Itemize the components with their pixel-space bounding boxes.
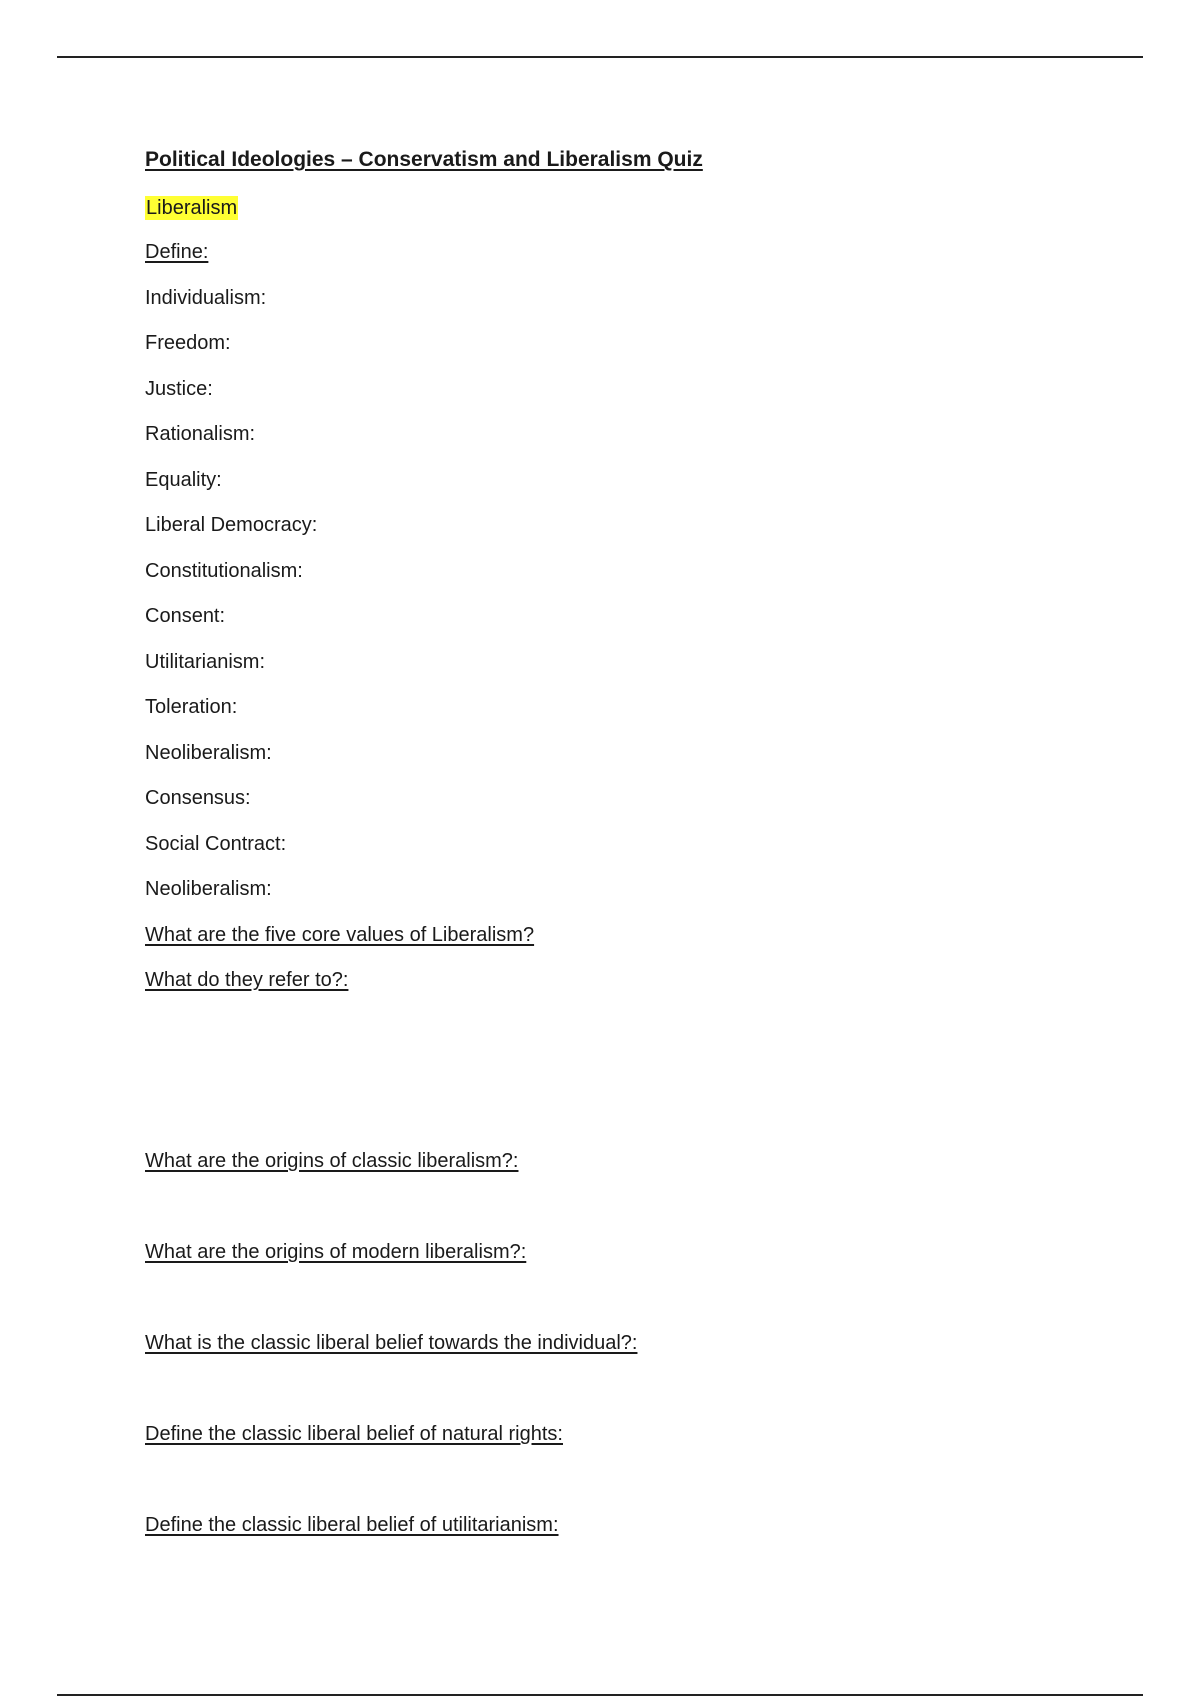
question-natural-rights: Define the classic liberal belief of natural rights: xyxy=(145,1423,563,1445)
term-equality: Equality: xyxy=(145,469,222,491)
document-title: Political Ideologies – Conservatism and Liberalism Quiz xyxy=(145,148,703,171)
term-utilitarianism: Utilitarianism: xyxy=(145,651,266,673)
define-label: Define: xyxy=(145,241,209,263)
term-neoliberalism-repeat: Neoliberalism: xyxy=(145,878,272,900)
section-heading-wrapper xyxy=(145,196,238,220)
page-top-rule xyxy=(57,56,1143,58)
section-heading-liberalism: Liberalism xyxy=(146,197,238,219)
question-what-they-refer-to: What do they refer to?: xyxy=(145,969,349,991)
term-individualism: Individualism: xyxy=(145,287,267,309)
page-bottom-rule xyxy=(57,1694,1143,1696)
question-origins-classic-liberalism: What are the origins of classic liberalism?: xyxy=(145,1150,519,1172)
term-toleration: Toleration: xyxy=(145,696,238,718)
term-rationalism: Rationalism: xyxy=(145,423,256,445)
question-utilitarianism: Define the classic liberal belief of utilitarianism: xyxy=(145,1514,559,1536)
term-consent: Consent: xyxy=(145,605,226,627)
term-social-contract: Social Contract: xyxy=(145,833,287,855)
question-five-core-values: What are the five core values of Liberalism? xyxy=(145,924,535,946)
term-liberal-democracy: Liberal Democracy: xyxy=(145,514,318,536)
term-freedom: Freedom: xyxy=(145,332,231,354)
term-consensus: Consensus: xyxy=(145,787,251,809)
question-classic-belief-individual: What is the classic liberal belief towards the individual?: xyxy=(145,1332,638,1354)
term-constitutionalism: Constitutionalism: xyxy=(145,560,303,582)
term-justice: Justice: xyxy=(145,378,213,400)
term-neoliberalism: Neoliberalism: xyxy=(145,742,272,764)
question-origins-modern-liberalism: What are the origins of modern liberalism?: xyxy=(145,1241,527,1263)
